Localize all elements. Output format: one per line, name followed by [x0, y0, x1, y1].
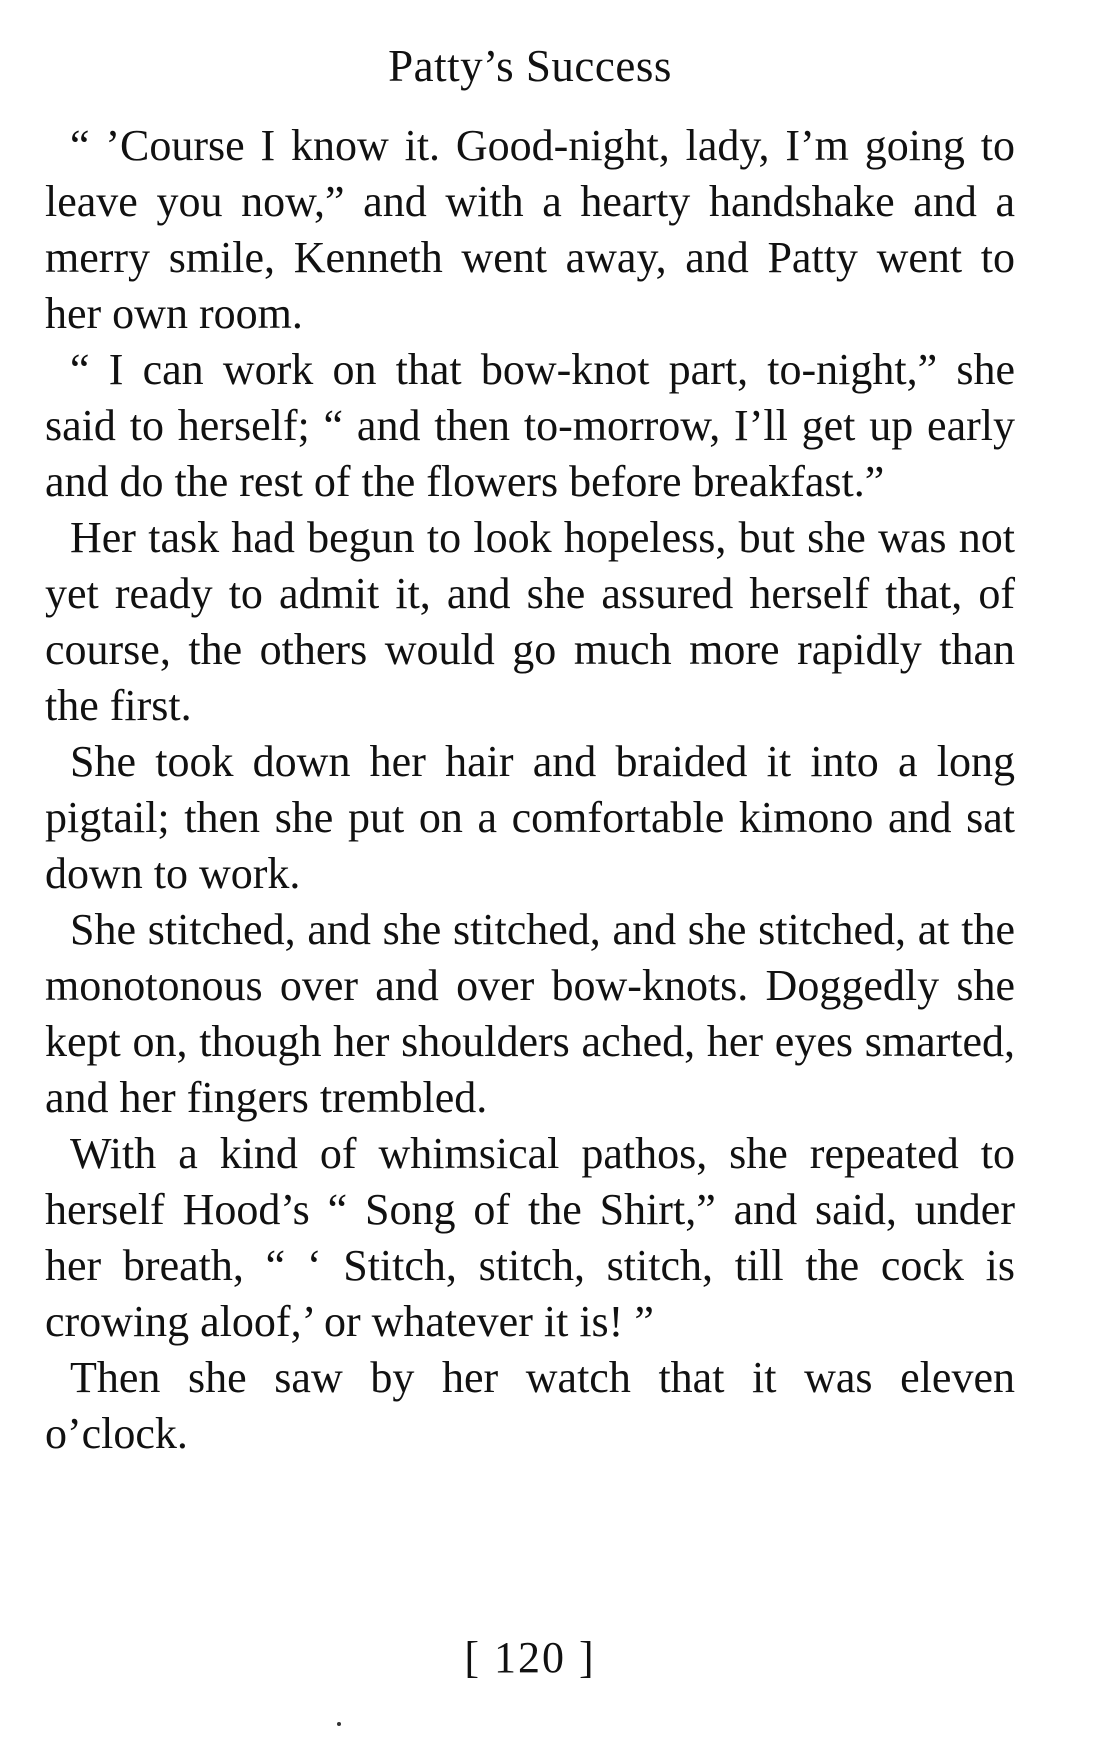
paragraph: “ ’Course I know it. Good-night, lady, I’m going to leave you now,” and with a hearty handshake and a merry smile, Kenneth went away, and Patty went to her own room. [45, 121, 1015, 338]
paragraph: With a kind of whimsical pathos, she repeated to herself Hood’s “ Song of the Shirt,” and said, under her breath, “ ‘ Stitch, stitch, stitch, till the cock is crowing aloof,’ or whatever it is! ” [45, 1129, 1015, 1346]
page-number: [ 120 ] [464, 1633, 596, 1682]
body-text [45, 118, 1015, 1462]
ink-speck [337, 1722, 341, 1726]
paragraph: Then she saw by her watch that it was eleven o’clock. [45, 1353, 1015, 1458]
paragraph: Her task had begun to look hopeless, but she was not yet ready to admit it, and she assured herself that, of course, the others would go much more rapidly than the first. [45, 513, 1015, 730]
running-title: Patty’s Success [388, 41, 672, 91]
paragraph: “ I can work on that bow-knot part, to-night,” she said to herself; “ and then to-morrow, I’ll get up early and do the rest of the flowers before breakfast.” [45, 345, 1015, 506]
paragraph: She took down her hair and braided it into a long pigtail; then she put on a comfortable kimono and sat down to work. [45, 737, 1015, 898]
book-page [45, 0, 1015, 1755]
paragraph: She stitched, and she stitched, and she stitched, at the monotonous over and over bow-knots. Doggedly she kept on, though her shoulders ached, her eyes smarted, and her fingers trembled. [45, 905, 1015, 1122]
